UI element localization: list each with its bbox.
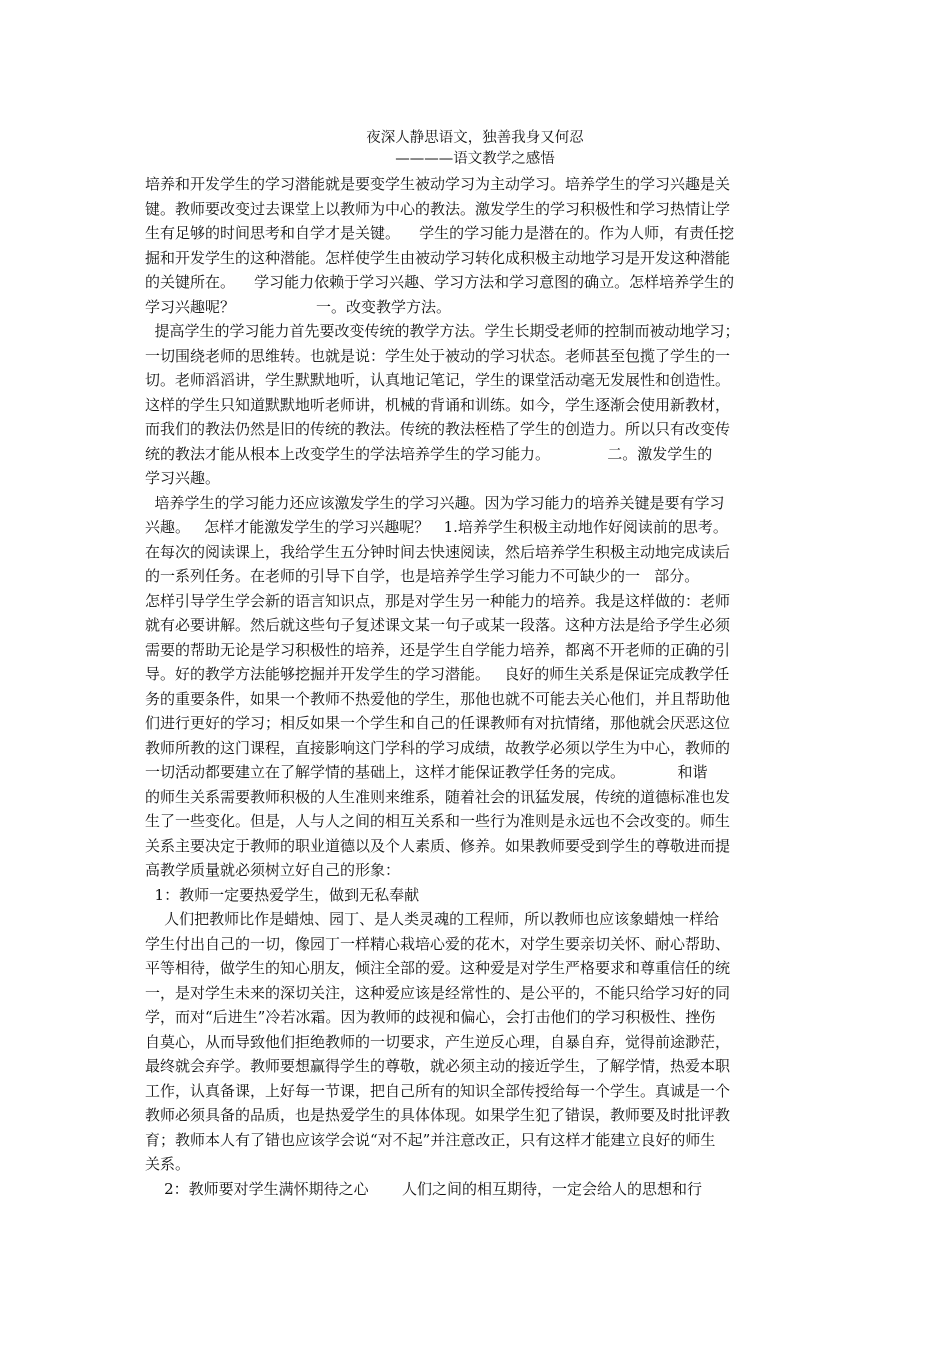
body-line: 怎样引导学生学会新的语言知识点，那是对学生另一种能力的培养。我是这样做的：老师 xyxy=(145,591,731,610)
body-line: 关系主要决定于教师的职业道德以及个人素质、修养。如果教师要受到学生的尊敬进而提 xyxy=(145,836,731,855)
document-title: 夜深人静思语文，独善我身又何忍 xyxy=(366,130,584,146)
body-line: 切。老师滔滔讲，学生默默地听，认真地记笔记，学生的课堂活动毫无发展性和创造性。 xyxy=(145,371,731,389)
body-line: 们进行更好的学习；相反如果一个学生和自己的任课教师有对抗情绪，那他就会厌恶这位 xyxy=(145,714,731,732)
body-line: 培养和开发学生的学习潜能就是要变学生被动学习为主动学习。培养学生的学习兴趣是关 xyxy=(145,175,731,193)
body-line: 在每次的阅读课上，我给学生五分钟时间去快速阅读，然后培养学生积极主动地完成读后 xyxy=(145,542,731,561)
body-line: 而我们的教法仍然是旧的传统的教法。传统的教法桎梏了学生的创造力。所以只有改变传 xyxy=(145,420,731,438)
body-line: 兴趣。 怎样才能激发学生的学习兴趣呢？ 1.培养学生积极主动地作好阅读前的思考。 xyxy=(145,518,728,536)
body-line: 培养学生的学习能力还应该激发学生的学习兴趣。因为学习能力的培养关键是要有学习 xyxy=(145,493,725,512)
body-line: 一切活动都要建立在了解学情的基础上，这样才能保证教学任务的完成。 和谐 xyxy=(145,763,708,781)
body-line: 学，而对“后进生”冷若冰霜。因为教师的歧视和偏心，会打击他们的学习积极性、挫伤 xyxy=(145,1008,716,1026)
body-line: 生有足够的时间思考和自学才是关键。 学生的学习能力是潜在的。作为人师，有责任挖 xyxy=(145,224,735,242)
body-line: 一，是对学生未来的深切关注，这种爱应该是经常性的、是公平的，不能只给学习好的同 xyxy=(145,983,731,1002)
body-line: 人们把教师比作是蜡烛、园丁、是人类灵魂的工程师，所以教师也应该象蜡烛一样给 xyxy=(145,910,720,928)
body-line: 育；教师本人有了错也应该学会说“对不起”并注意改正，只有这样才能建立良好的师生 xyxy=(145,1130,716,1149)
body-line: 统的教法才能从根本上改变学生的学法培养学生的学习能力。 二。激发学生的 xyxy=(145,444,713,463)
body-line: 最终就会弃学。教师要想赢得学生的尊敬，就必须主动的接近学生，了解学情，热爱本职 xyxy=(145,1057,731,1075)
body-line: 关系。 xyxy=(145,1155,191,1173)
body-line: 这样的学生只知道默默地听老师讲，机械的背诵和训练。如今，学生逐渐会使用新教材， xyxy=(145,395,731,414)
body-line: 的关键所在。 学习能力依赖于学习兴趣、学习方法和学习意图的确立。怎样培养学生的 xyxy=(145,273,735,291)
document-body xyxy=(145,172,810,1201)
body-line: 的一系列任务。在老师的引导下自学，也是培养学生学习能力不可缺少的一 部分。 xyxy=(145,567,700,585)
body-line: 自莫心，从而导致他们拒绝教师的一切要求，产生逆反心理，自暴自弃，觉得前途渺茫， xyxy=(145,1032,731,1051)
body-line: 生了一些变化。但是，人与人之间的相互关系和一些行为准则是永远也不会改变的。师生 xyxy=(145,812,731,830)
body-line: 掘和开发学生的这种潜能。怎样使学生由被动学习转化成积极主动地学习是开发这种潜能 xyxy=(145,248,731,267)
body-line: 1：教师一定要热爱学生，做到无私奉献 xyxy=(145,885,420,904)
body-line: 需要的帮助无论是学习积极性的培养，还是学生自学能力培养，都离不开老师的正确的引 xyxy=(145,640,731,659)
body-line: 学习兴趣。 xyxy=(145,469,221,487)
body-line: 2：教师要对学生满怀期待之心 人们之间的相互期待，一定会给人的思想和行 xyxy=(145,1179,702,1198)
body-line: 学生付出自己的一切，像园丁一样精心栽培心爱的花木，对学生要亲切关怀、耐心帮助、 xyxy=(145,934,731,953)
body-line: 学习兴趣呢？ 一。改变教学方法。 xyxy=(145,297,452,316)
body-line: 教师所教的这门课程，直接影响这门学科的学习成绩，故教学必须以学生为中心，教师的 xyxy=(145,738,731,757)
body-line: 的师生关系需要教师积极的人生准则来维系，随着社会的讯猛发展，传统的道德标准也发 xyxy=(145,787,731,806)
body-line: 导。好的教学方法能够挖掘并开发学生的学习潜能。 良好的师生关系是保证完成教学任 xyxy=(145,665,730,683)
document-subtitle: ————语文教学之感悟 xyxy=(395,151,555,167)
body-line: 平等相待，做学生的知心朋友，倾注全部的爱。这种爱是对学生严格要求和尊重信任的统 xyxy=(145,959,731,977)
body-line: 工作，认真备课，上好每一节课，把自己所有的知识全部传授给每一个学生。真诚是一个 xyxy=(145,1081,731,1100)
body-line: 一切围绕老师的思维转。也就是说：学生处于被动的学习状态。老师甚至包揽了学生的一 xyxy=(145,346,731,365)
body-line: 键。教师要改变过去课堂上以教师为中心的教法。激发学生的学习积极性和学习热情让学 xyxy=(145,199,731,218)
body-line: 提高学生的学习能力首先要改变传统的教学方法。学生长期受老师的控制而被动地学习； xyxy=(145,322,740,340)
body-line: 就有必要讲解。然后就这些句子复述课文某一句子或某一段落。这种方法是给予学生必须 xyxy=(145,616,731,634)
body-line: 务的重要条件，如果一个教师不热爱他的学生，那他也就不可能去关心他们，并且帮助他 xyxy=(145,689,731,708)
body-line: 教师必须具备的品质，也是热爱学生的具体体现。如果学生犯了错误，教师要及时批评教 xyxy=(145,1106,731,1124)
body-line: 高教学质量就必须树立好自己的形象： xyxy=(145,861,401,879)
